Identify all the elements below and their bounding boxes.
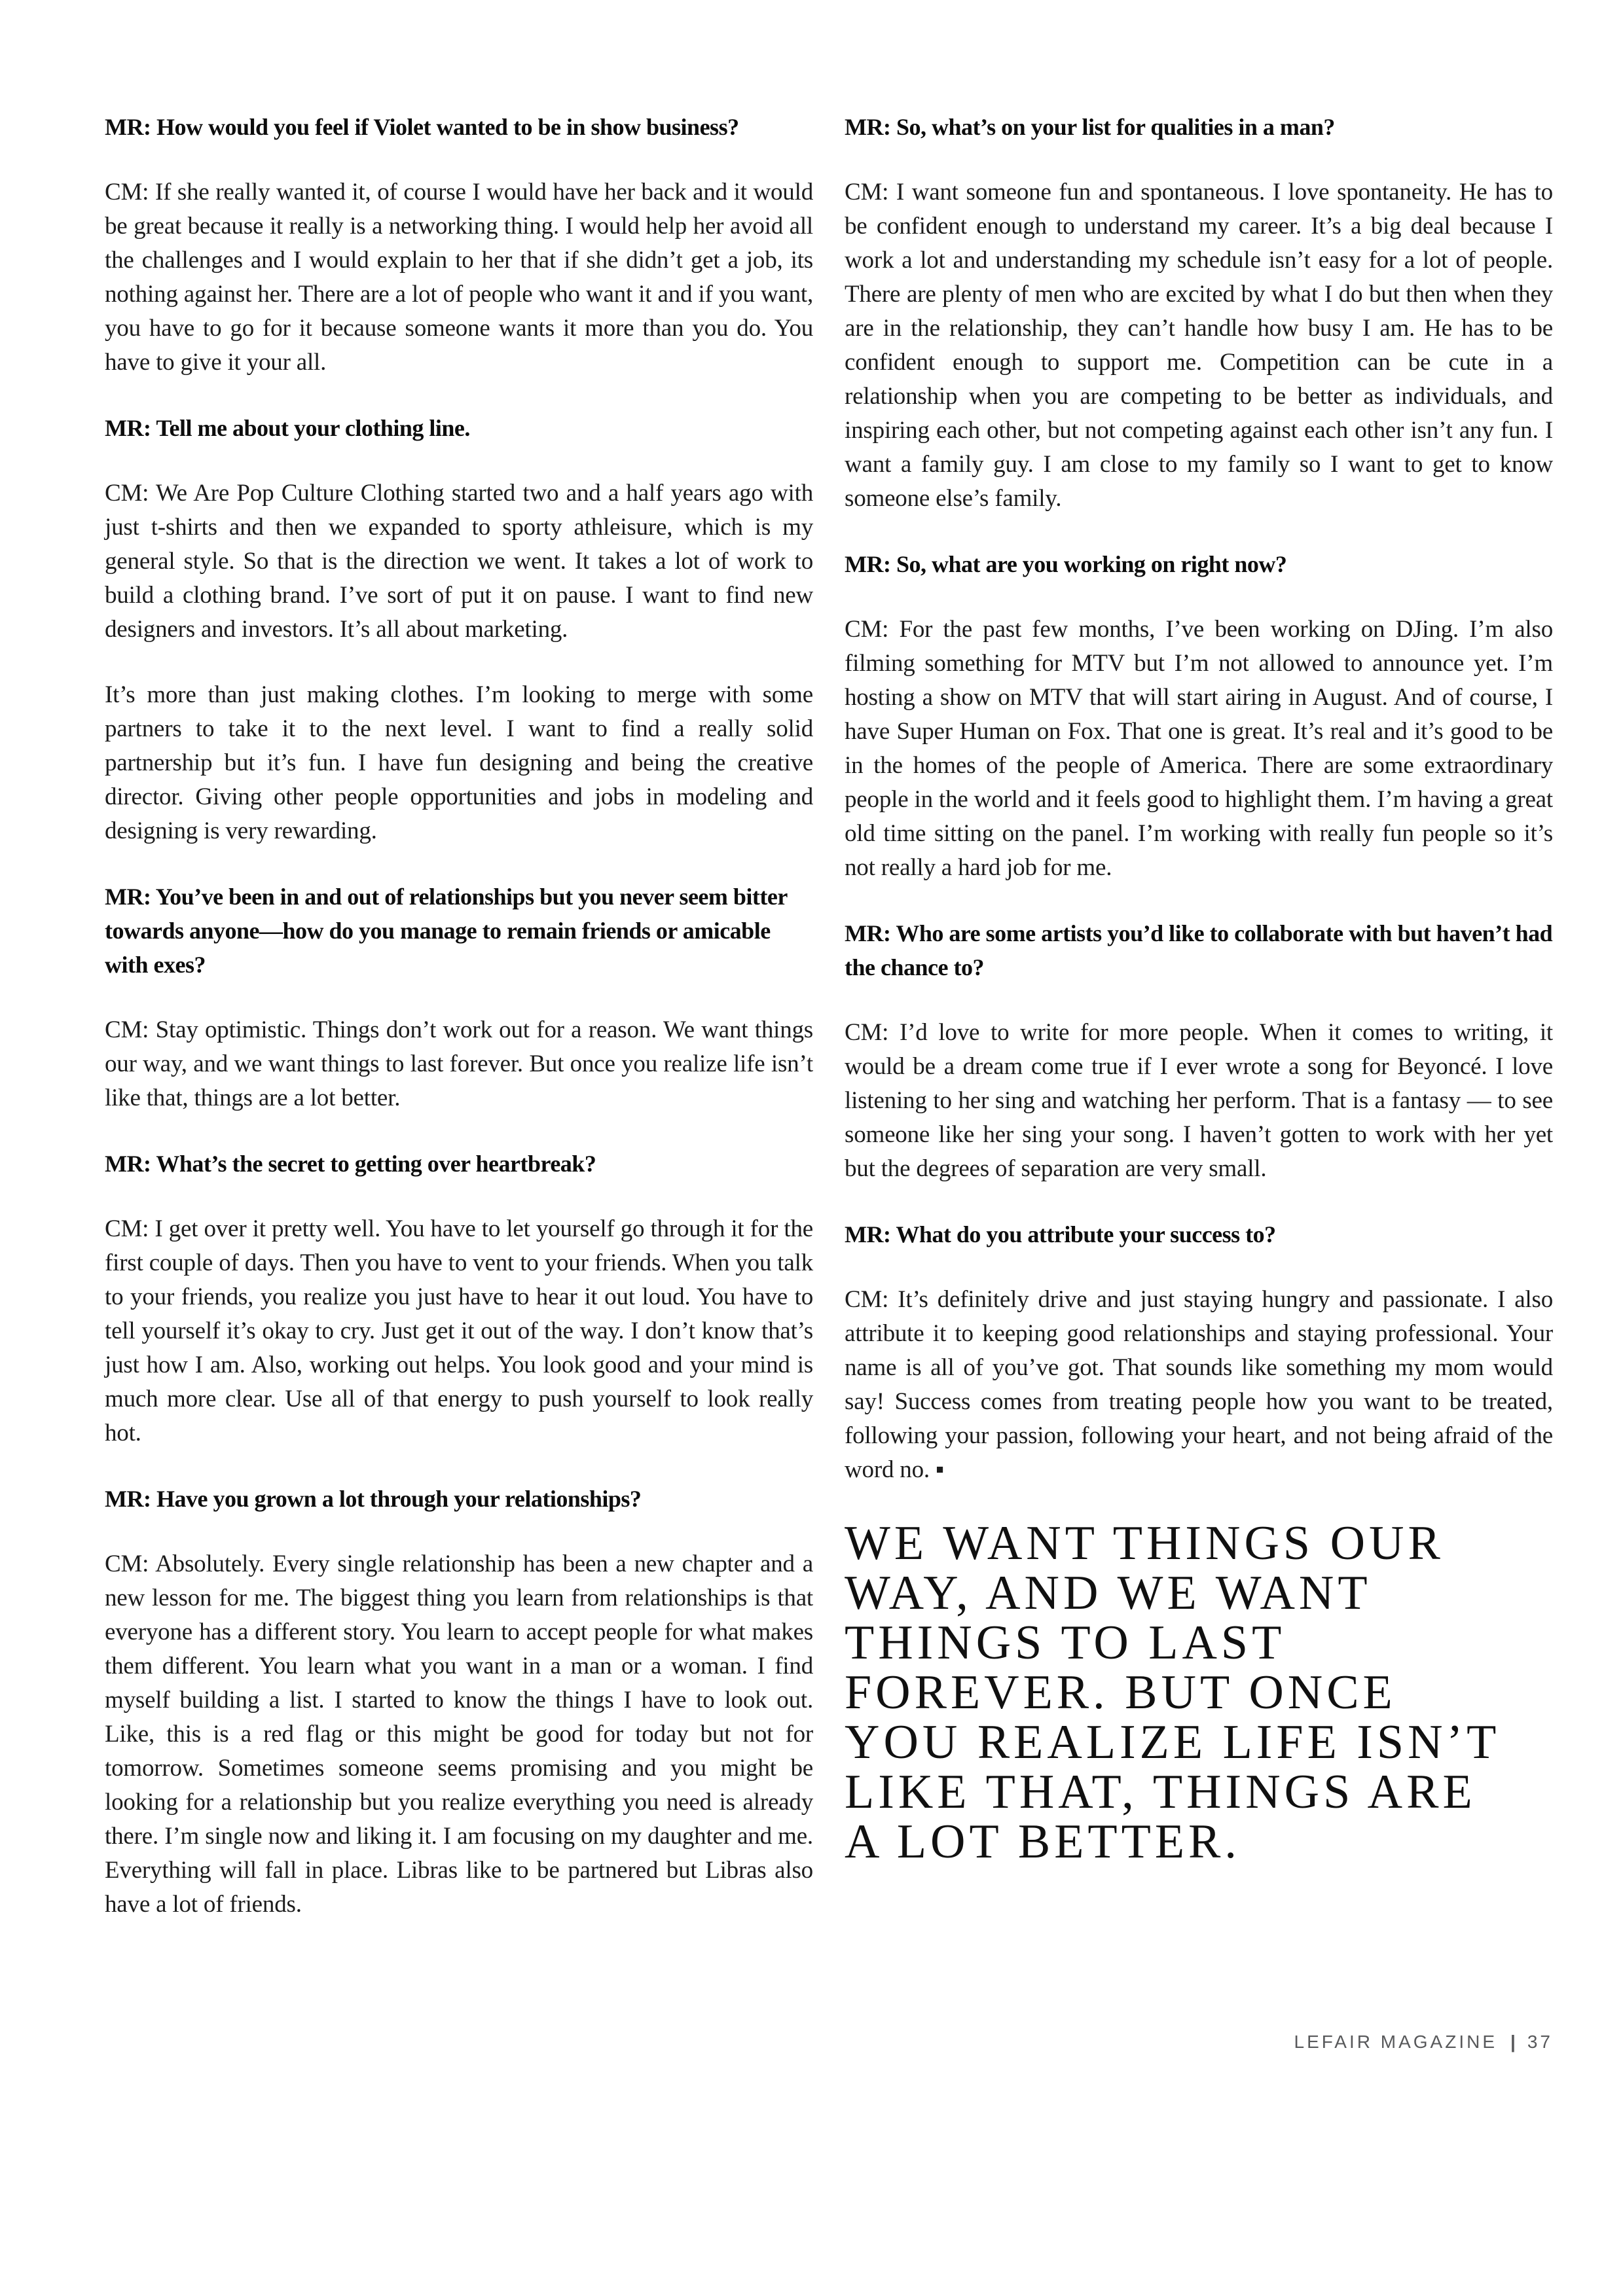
interview-answer: CM: I get over it pretty well. You have to let yourself go through it for the first couple of days. Then you have to vent to your friends. When you talk to your friends, you realize you just have to hear it out loud. You have to tell yourself it’s okay to cry. Just get it out of the way. I don’t know that’s just how I am. Also, working out helps. You look good and your mind is much more clear. Use all of that energy to push yourself to look really hot. bbox=[105, 1215, 813, 1446]
magazine-name: LEFAIR MAGAZINE bbox=[1294, 2032, 1497, 2052]
interview-answer: CM: For the past few months, I’ve been working on DJing. I’m also filming something for MTV but I’m not allowed to announce yet. I’m hosting a show on MTV that will start airing in August. And of course, I have Super Human on Fox. That one is great. It’s real and it’s good to be in the homes of the people of America. There are some extraordinary people in the world and it feels good to highlight them. I’m having a great old time sitting on the panel. I’m working with really fun people so it’s not really a hard job for me. bbox=[845, 616, 1553, 881]
left-column bbox=[105, 110, 813, 1953]
interview-answer: CM: It’s definitely drive and just staying hungry and passionate. I also attribute it to keeping good relationships and staying professional. Your name is all of you’ve got. That sounds like something my mom would say! Success comes from treating people how you want to be treated, following your passion, following your heart, and not being afraid of the word no. ▪ bbox=[845, 1286, 1553, 1483]
pull-quote-line: WE WANT THINGS OUR bbox=[845, 1516, 1444, 1570]
interview-answer: CM: I’d love to write for more people. When it comes to writing, it would be a dream come true if I ever wrote a song for Beyoncé. I love listening to her sing and watching her perform. That is a fantasy — to see someone like her sing your song. I haven’t gotten to work with her yet but the degrees of separation are very small. bbox=[845, 1019, 1553, 1182]
interview-answer: It’s more than just making clothes. I’m looking to merge with some partners to take it to the next level. I want to find a really solid partnership but it’s fun. I have fun designing and being the creative director. Giving other people opportunities and jobs in modeling and designing is very rewarding. bbox=[105, 681, 813, 844]
interview-question: MR: Have you grown a lot through your relationships? bbox=[105, 1486, 642, 1512]
pull-quote bbox=[845, 1518, 1553, 1867]
interview-question: MR: You’ve been in and out of relationships but you never seem bitter towards anyone—how do you manage to remain friends or amicable with exes? bbox=[105, 884, 788, 978]
interview-question: MR: So, what are you working on right now? bbox=[845, 551, 1287, 577]
interview-question: MR: Who are some artists you’d like to collaborate with but haven’t had the chance to? bbox=[845, 920, 1553, 980]
pull-quote-line: WAY, AND WE WANT bbox=[845, 1566, 1372, 1620]
interview-answer: CM: Absolutely. Every single relationship has been a new chapter and a new lesson for me. The biggest thing you learn from relationships is that everyone has a different story. You learn to accept people for what makes them different. You learn what you want in a man or a woman. I find myself building a list. I started to know the things I have to look out. Like, this is a red flag or this might be good for today but not for tomorrow. Sometimes someone seems promising and you might be looking for a relationship but you realize everything you need is already there. I’m single now and liking it. I am focusing on my daughter and me. Everything will fall in place. Libras like to be partnered but Libras also have a lot of friends. bbox=[105, 1551, 813, 1918]
pull-quote-line: FOREVER. BUT ONCE bbox=[845, 1666, 1396, 1719]
interview-question: MR: What’s the secret to getting over heartbreak? bbox=[105, 1151, 596, 1177]
pull-quote-line: YOU REALIZE LIFE ISN’T bbox=[845, 1715, 1501, 1769]
footer-separator: | bbox=[1510, 2032, 1518, 2052]
interview-answer: CM: We Are Pop Culture Clothing started two and a half years ago with just t-shirts and then we expanded to sporty athleisure, which is my general style. So that is the direction we went. It takes a lot of work to build a clothing brand. I’ve sort of put it on pause. I want to find new designers and investors. It’s all about marketing. bbox=[105, 480, 813, 643]
interview-answer: CM: I want someone fun and spontaneous. I love spontaneity. He has to be confident enough to understand my career. It’s a big deal because I work a lot and understanding my schedule isn’t easy for a lot of people. There are plenty of men who are excited by what I do but then when they are in the relationship, they can’t handle how busy I am. He has to be confident enough to support me. Competition can be cute in a relationship when you are competing to be better as individuals, and inspiring each other, but not competing against each other isn’t any fun. I want a family guy. I am close to my family so I want to get to know someone else’s family. bbox=[845, 179, 1553, 512]
interview-question: MR: So, what’s on your list for qualities in a man? bbox=[845, 114, 1335, 140]
article-columns bbox=[105, 110, 1553, 1953]
interview-question: MR: What do you attribute your success to? bbox=[845, 1221, 1276, 1247]
interview-answer: CM: Stay optimistic. Things don’t work out for a reason. We want things our way, and we want things to last forever. But once you realize life isn’t like that, things are a lot better. bbox=[105, 1016, 813, 1111]
interview-answer: CM: If she really wanted it, of course I would have her back and it would be great because it really is a networking thing. I would help her avoid all the challenges and I would explain to her that if she didn’t get a job, its nothing against her. There are a lot of people who want it and if you want, you have to go for it because someone wants it more than you do. You have to give it your all. bbox=[105, 179, 813, 376]
interview-question: MR: How would you feel if Violet wanted to be in show business? bbox=[105, 114, 739, 140]
interview-question: MR: Tell me about your clothing line. bbox=[105, 415, 470, 441]
pull-quote-line: LIKE THAT, THINGS ARE bbox=[845, 1765, 1476, 1819]
page-footer bbox=[1294, 2032, 1554, 2053]
pull-quote-line: THINGS TO LAST bbox=[845, 1616, 1286, 1670]
pull-quote-line: A LOT BETTER. bbox=[845, 1815, 1241, 1869]
page-number: 37 bbox=[1527, 2032, 1553, 2052]
right-column bbox=[845, 110, 1553, 1953]
